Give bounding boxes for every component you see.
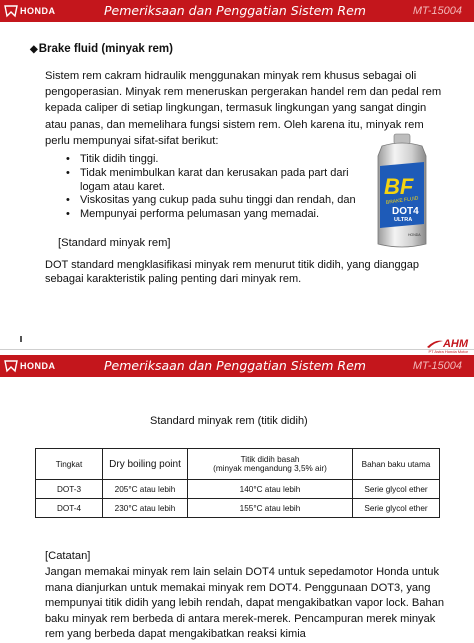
list-item: • Titik didih tinggi. [66, 153, 159, 165]
bottle-sub: BRAKE FLUID [385, 195, 419, 206]
ahm-wing-icon [427, 339, 443, 349]
property-list [66, 153, 356, 222]
slide-header [0, 0, 474, 36]
bottle-grade: DOT4 [392, 206, 419, 217]
column-header: Bahan baku utama [353, 449, 440, 480]
note-paragraph: Jangan memakai minyak rem lain selain DOT4 untuk sepedamotor Honda untuk mana dianjurkan untuk memakai minyak rem DOT4. Penggunaan DOT3, yang mempunyai titik didih yang lebih rendah, dapat mengakibatkan vapor lock. Bahan baku minyak rem berbeda di antara merek-merek. Pencampuran merek minyak rem yang berbeda dapat mengakibatkan reaksi kimia [45, 566, 445, 641]
table-title: Standard minyak rem (titik didih) [150, 415, 308, 427]
table-cell: Serie glycol ether [353, 499, 440, 518]
honda-logo [4, 358, 70, 374]
table-row [36, 499, 440, 518]
brand-text: HONDA [20, 361, 56, 371]
header-title: Pemeriksaan dan Penggatian Sistem Rem Hidraulik [104, 358, 366, 391]
honda-wing-icon [4, 4, 18, 18]
table-cell: DOT-4 [36, 499, 103, 518]
table-header-row [36, 449, 440, 480]
brand-text: HONDA [20, 6, 56, 16]
header-title: Pemeriksaan dan Penggatian Sistem Rem Hidraulik [104, 3, 366, 36]
slide-header [0, 355, 474, 391]
list-item: • Mempunyai performa pelumasan yang memadai. [66, 208, 320, 221]
table-cell: Serie glycol ether [353, 480, 440, 499]
table-cell: DOT-3 [36, 480, 103, 499]
bottle-brand: BF [384, 174, 414, 199]
section-heading [30, 43, 173, 55]
ahm-text: AHM [442, 338, 468, 350]
note-heading: [Catatan] [45, 550, 91, 562]
bullet-icon: • [66, 208, 70, 221]
brake-fluid-bottle-image [360, 132, 444, 252]
column-header: Titik didih basah (minyak mengandung 3,5% air) [188, 449, 353, 480]
honda-wing-icon [4, 359, 18, 373]
standard-label: [Standard minyak rem] [58, 237, 171, 249]
header-code: MT-15004 [412, 360, 462, 372]
bullet-icon: • [66, 166, 70, 179]
page-mark [20, 336, 22, 342]
ahm-subtext: PT Astra Honda Motor [428, 349, 468, 354]
table-row [36, 480, 440, 499]
list-item: • Tidak menimbulkan karat dan kerusakan pada part dari logam atau karet. [66, 166, 349, 193]
slide-2 [0, 355, 474, 641]
intro-paragraph: Sistem rem cakram hidraulik menggunakan minyak rem khusus sebagai oli pengoperasian. Minyak rem meneruskan pergerakan handel rem dan pedal rem kepada caliper di setiap lingkungan, termasuk lingkungan yang sangat dingin atau panas, dan memelihara fungsi sistem rem. Oleh karena itu, minyak rem perlu mempunyai sifat-sifat berikut: [45, 70, 442, 147]
list-item: • Viskositas yang cukup pada suhu tinggi dan rendah, dan [66, 194, 356, 207]
boiling-point-table [35, 448, 440, 518]
table-cell: 230°C atau lebih [103, 499, 188, 518]
heading-text: Brake fluid (minyak rem) [38, 43, 173, 55]
table-cell: 155°C atau lebih [188, 499, 353, 518]
diamond-bullet-icon: ◆ [30, 44, 38, 55]
table-cell: 140°C atau lebih [188, 480, 353, 499]
bottle-grade-sub: ULTRA [394, 217, 413, 223]
bullet-icon: • [66, 194, 70, 207]
column-header: Dry boiling point [103, 449, 188, 480]
honda-logo [4, 3, 70, 19]
bottle-maker: HONDA [408, 233, 421, 237]
table-cell: 205°C atau lebih [103, 480, 188, 499]
dot-paragraph: DOT standard mengklasifikasi minyak rem menurut titik didih, yang dianggap sebagai karakteristik paling penting dari minyak rem. [45, 259, 419, 285]
column-header: Tingkat [36, 449, 103, 480]
bullet-icon: • [66, 153, 70, 165]
header-code: MT-15004 [412, 5, 462, 17]
